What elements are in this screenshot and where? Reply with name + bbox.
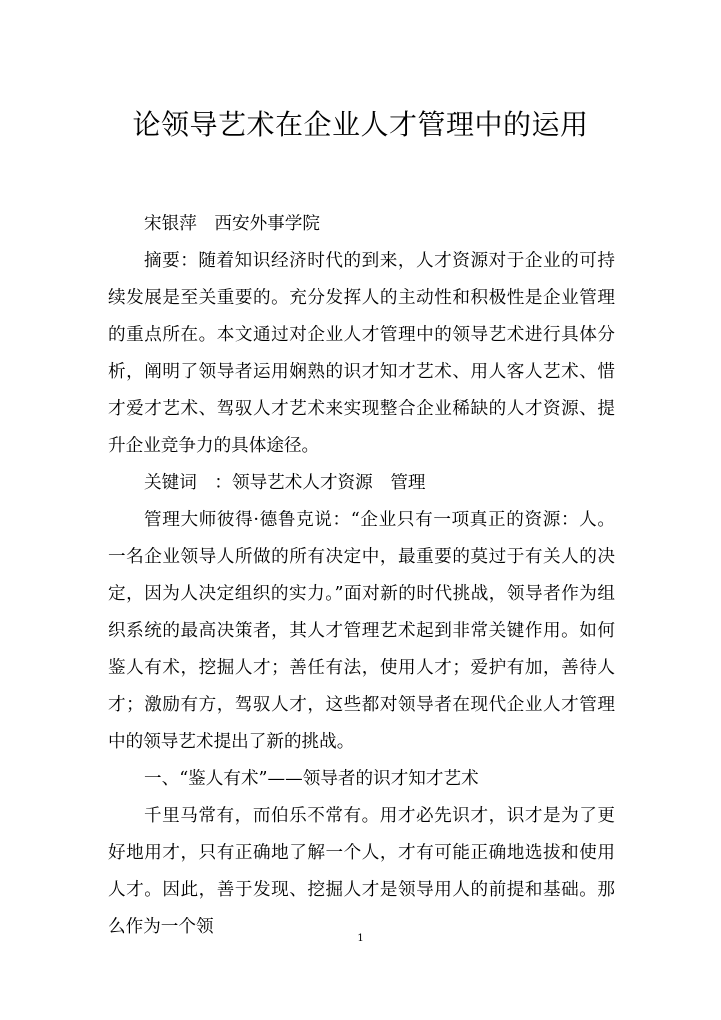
document-title: 论领导艺术在企业人才管理中的运用	[132, 107, 589, 141]
page-number: 1	[357, 933, 364, 944]
section-body-paragraph: 千里马常有，而伯乐不常有。用才必先识才，识才是为了更好地用才，只有正确地了解一个人，才有可能正确地选拔和使用人才。因此，善于发现、挖掘人才是领导用人的前提和基础。那么作为一个领	[108, 806, 615, 937]
keywords-paragraph: 关键词 ：领导艺术人才资源 管理	[144, 473, 426, 493]
abstract-paragraph: 摘要：随着知识经济时代的到来，人才资源对于企业的可持续发展是至关重要的。充分发挥人的主动性和积极性是企业管理的重点所在。本文通过对企业人才管理中的领导艺术进行具体分析，阐明了领导者运用娴熟的识才知才艺术、用人客人艺术、惜才爱才艺术、驾驭人才艺术来实现整合企业稀缺的人才资源、提升企业竞争力的具体途径。	[108, 251, 615, 456]
document-body	[108, 206, 615, 946]
section-heading: 一、“鉴人有术”——领导者的识才知才艺术	[144, 769, 479, 789]
author-line: 宋银萍 西安外事学院	[144, 214, 320, 234]
intro-paragraph: 管理大师彼得·德鲁克说：“企业只有一项真正的资源：人。一名企业领导人所做的所有决定中，最重要的莫过于有关人的决定，因为人决定组织的实力。”面对新的时代挑战，领导者作为组织系统的最高决策者，其人才管理艺术起到非常关键作用。如何鉴人有术，挖掘人才；善任有法，使用人才；爱护有加，善待人才；激励有方，驾驭人才，这些都对领导者在现代企业人才管理中的领导艺术提出了新的挑战。	[108, 510, 615, 752]
